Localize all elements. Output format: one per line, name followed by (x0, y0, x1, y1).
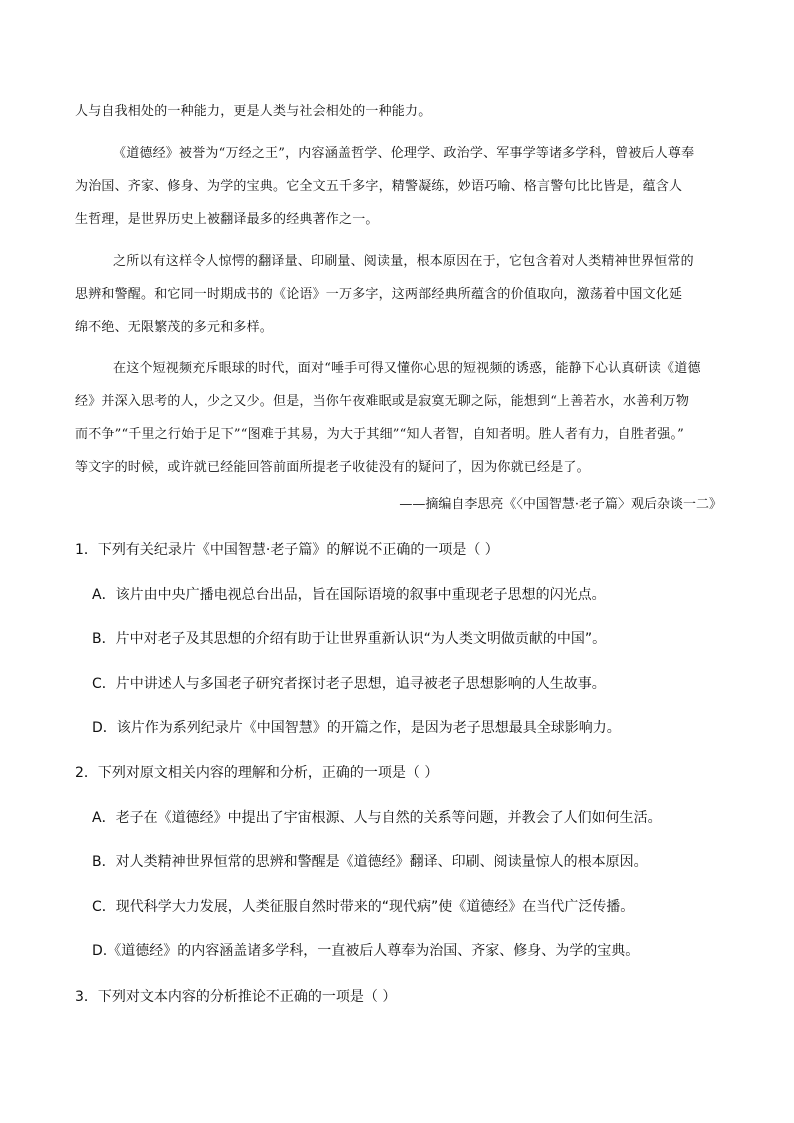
question-2-option-b: B．对人类精神世界恒常的思辨和警醒是《道德经》翻译、印刷、阅读量惊人的根本原因。 (92, 854, 648, 870)
passage-line: 而不争”“千里之行始于足下”“图难于其易，为大于其细”“知人者智，自知者明。胜人者有力，自胜者强。” (75, 427, 685, 442)
passage-paragraph-2 (75, 245, 723, 344)
question-1-stem: 1．下列有关纪录片《中国智慧·老子篇》的解说不正确的一项是（ ） (75, 542, 499, 558)
question-1-option-c: C．片中讲述人与多国老子研究者探讨老子思想，追寻被老子思想影响的人生故事。 (92, 676, 606, 692)
passage-line: 为治国、齐家、修身、为学的宝典。它全文五千多字，精警凝练，妙语巧喻、格言警句比比皆是，蕴含人 (75, 179, 683, 194)
passage-line: 思辨和警醒。和它同一时期成书的《论语》一万多字，这两部经典所蕴含的价值取向，激荡着中国文化延 (75, 287, 683, 302)
passage-line: 等文字的时候，或许就已经能回答前面所提老子收徒没有的疑问了，因为你就已经是了。 (75, 460, 590, 475)
passage-line: 之所以有这样令人惊愕的翻译量、印刷量、阅读量，根本原因在于，它包含着对人类精神世界恒常的 (113, 254, 694, 269)
passage-line: 绵不绝、无限繁茂的多元和多样。 (75, 320, 274, 335)
passage-line: 《道德经》被誉为“万经之王”，内容涵盖哲学、伦理学、政治学、军事学等诸多学科，曾被后人尊奉 (113, 146, 695, 161)
passage-source: ——摘编自李思亮《〈中国智慧·老子篇〉观后杂谈一二》 (399, 497, 722, 512)
passage-paragraph-3 (75, 352, 723, 484)
question-2-stem: 2．下列对原文相关内容的理解和分析，正确的一项是（ ） (75, 765, 439, 781)
question-1-option-d: D．该片作为系列纪录片《中国智慧》的开篇之作，是因为老子思想最具全球影响力。 (92, 720, 621, 736)
question-2-option-d: D.《道德经》的内容涵盖诸多学科，一直被后人尊奉为治国、齐家、修身、为学的宝典。 (92, 943, 640, 959)
passage-paragraph-0 (75, 95, 723, 128)
passage-line: 经》并深入思考的人，少之又少。但是，当你午夜难眠或是寂寞无聊之际，能想到“上善若水，水善利万物 (75, 394, 690, 409)
passage-paragraph-1 (75, 137, 723, 236)
question-1-option-b: B．片中对老子及其思想的介绍有助于让世界重新认识“为人类文明做贡献的中国”。 (92, 631, 607, 647)
passage-line: 生哲理，是世界历史上被翻译最多的经典著作之一。 (75, 212, 379, 227)
question-2-option-c: C．现代科学大力发展，人类征服自然时带来的“现代病”使《道德经》在当代广泛传播。 (92, 899, 635, 915)
question-2-option-a: A．老子在《道德经》中提出了宇宙根源、人与自然的关系等问题，并教会了人们如何生活。 (92, 810, 662, 826)
question-1-option-a: A．该片由中央广播电视总台出品，旨在国际语境的叙事中重现老子思想的闪光点。 (92, 587, 606, 603)
passage-line: 人与自我相处的一种能力，更是人类与社会相处的一种能力。 (75, 104, 432, 119)
passage-line: 在这个短视频充斥眼球的时代，面对“唾手可得又懂你心思的短视频的诱惑，能静下心认真研读《道德 (113, 361, 701, 376)
question-3-stem: 3．下列对文本内容的分析推论不正确的一项是（ ） (75, 989, 397, 1005)
